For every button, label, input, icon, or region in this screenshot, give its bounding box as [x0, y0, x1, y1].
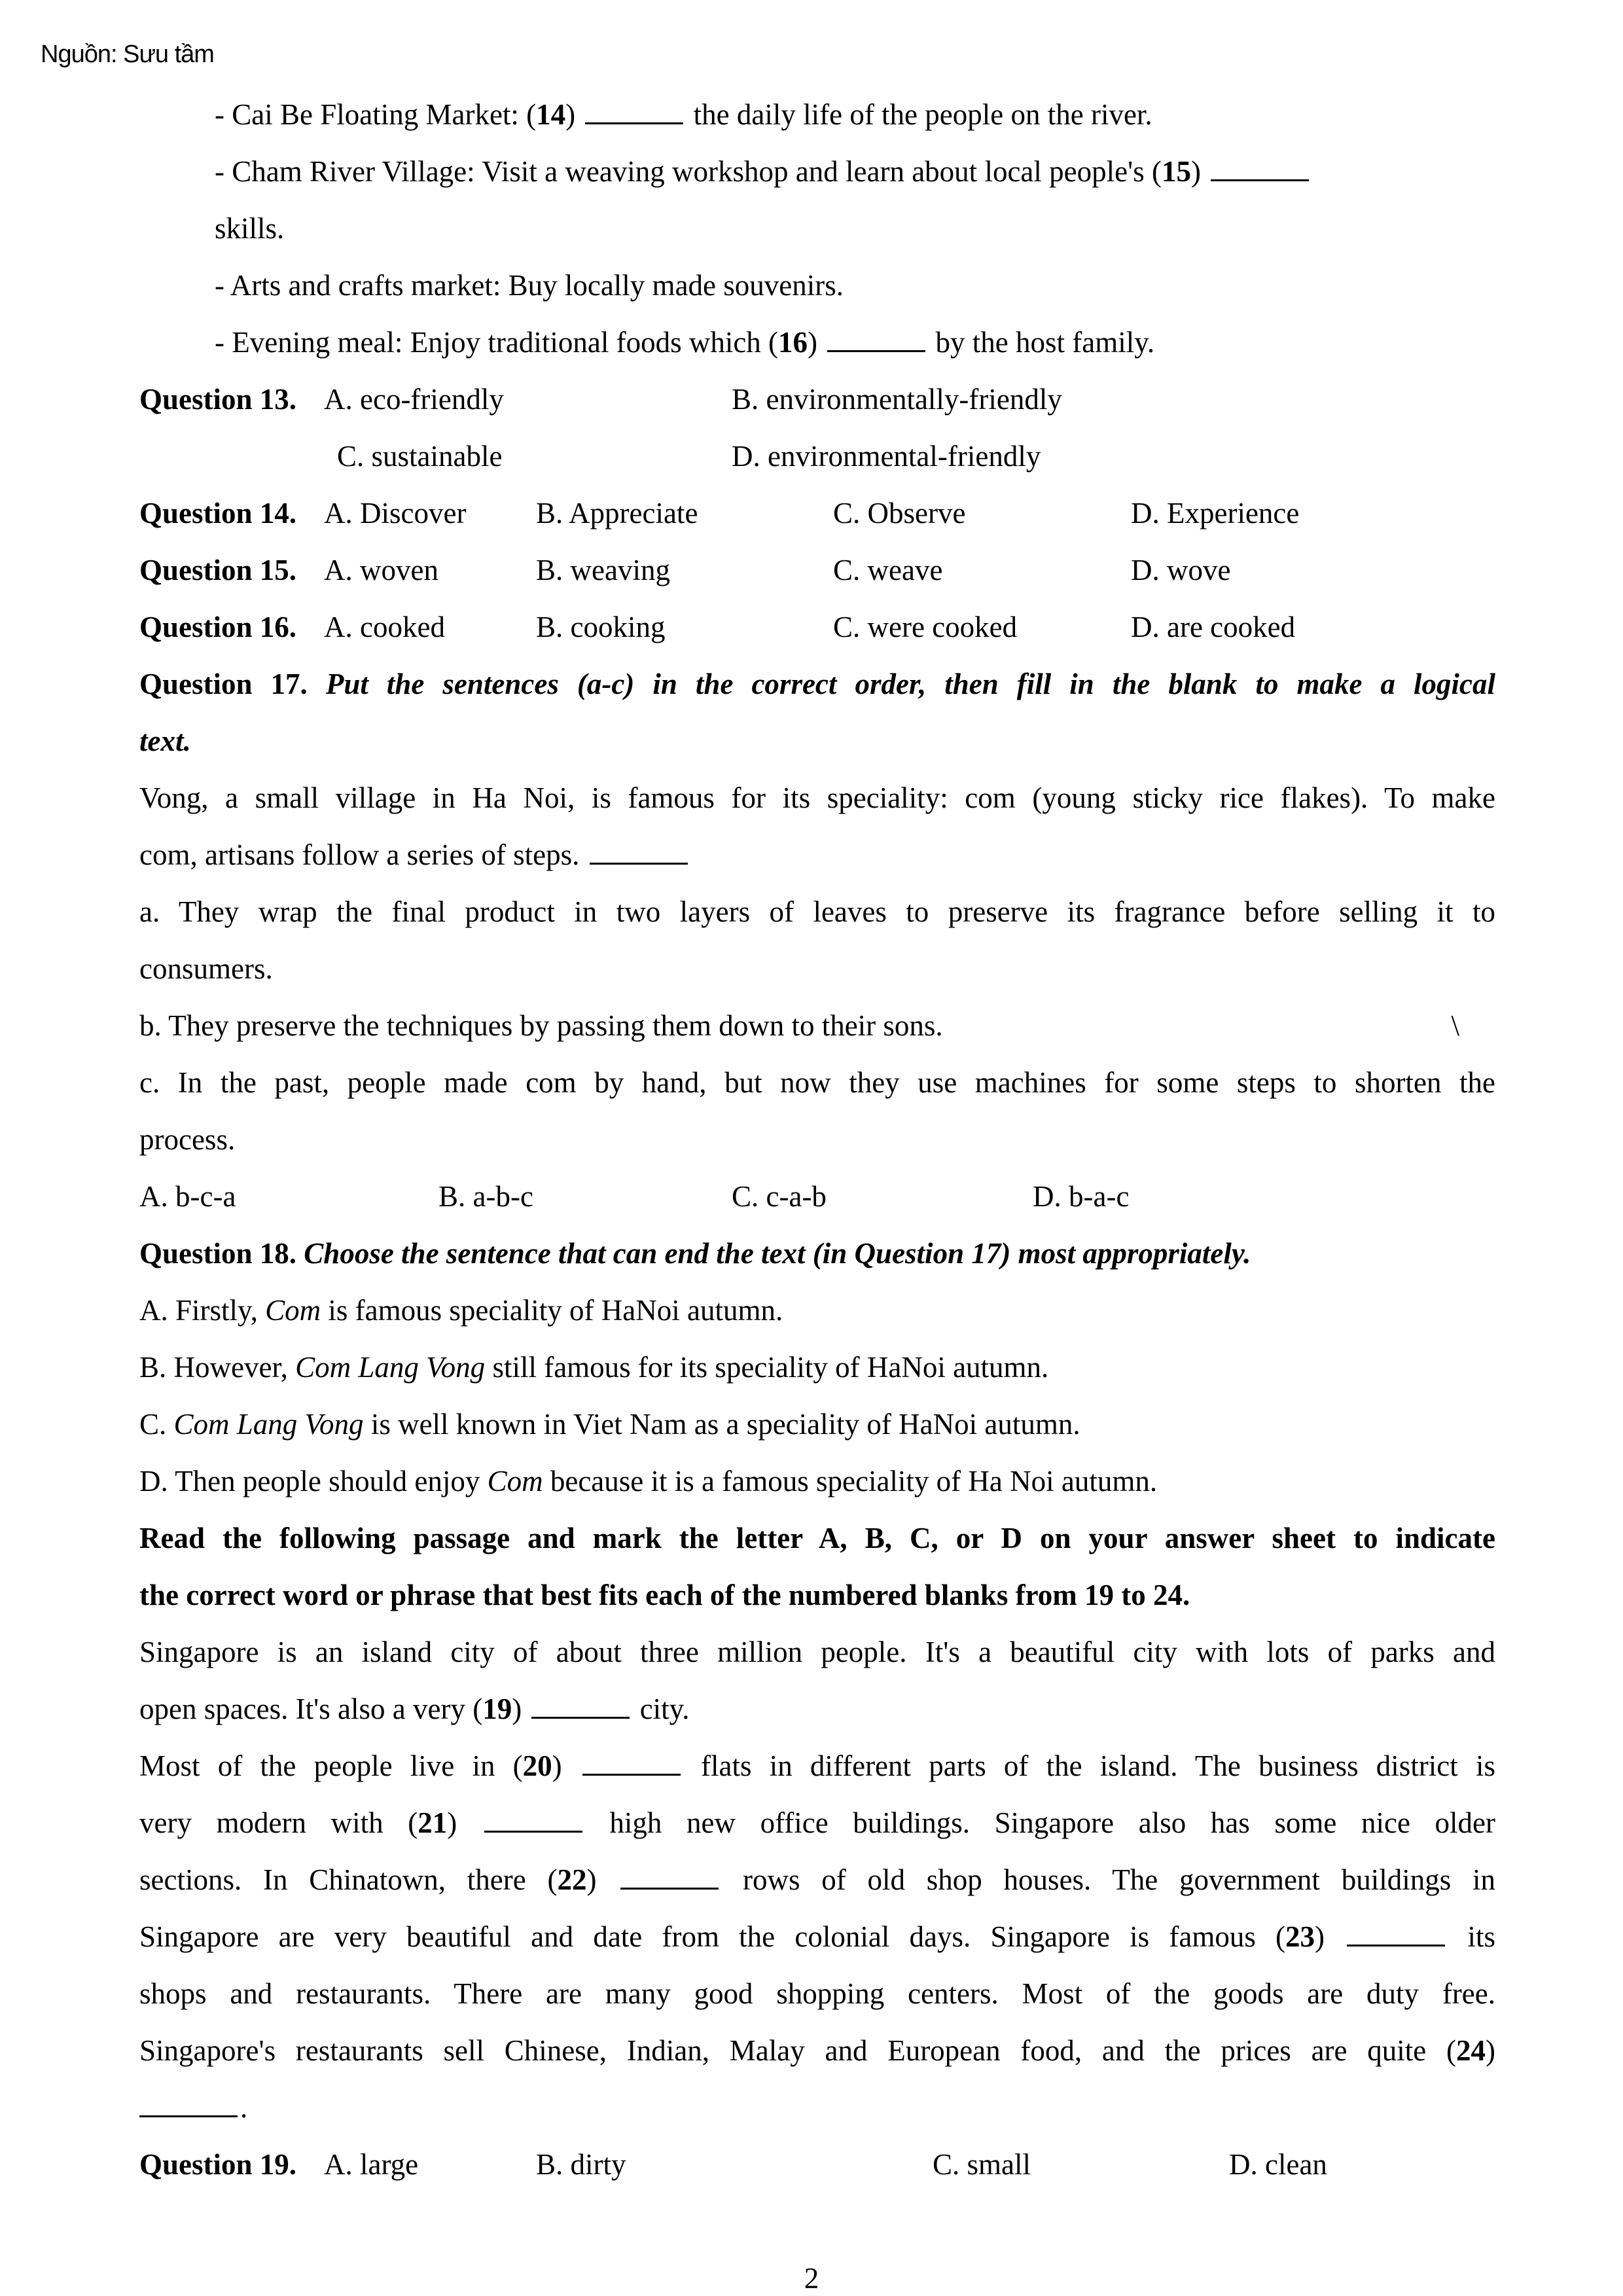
- passage-line: [139, 1909, 1495, 1965]
- sentence-c-cont: process.: [139, 1123, 236, 1156]
- option-a[interactable]: A. cooked: [324, 611, 445, 643]
- text: by the host family.: [928, 326, 1155, 359]
- option-c[interactable]: C. c-a-b: [732, 1180, 827, 1213]
- option-a[interactable]: A. eco-friendly: [324, 383, 504, 416]
- text: ): [512, 1693, 529, 1725]
- page-number: 2: [804, 2262, 819, 2295]
- question-label: Question 13.: [139, 383, 297, 416]
- itinerary-item-14: [139, 86, 1495, 143]
- answer-blank-17: [590, 862, 688, 865]
- question-label: Question 14.: [139, 497, 297, 529]
- option-d[interactable]: D. wove: [1131, 554, 1231, 586]
- text: its: [1448, 1920, 1495, 1953]
- text: - Cai Be Floating Market: (: [215, 98, 537, 131]
- text: high new office buildings. Singapore also has some nice older: [584, 1806, 1495, 1839]
- italic-term: Com: [265, 1294, 321, 1327]
- blank-number: 20: [522, 1749, 552, 1782]
- option-c[interactable]: C. sustainable: [337, 440, 503, 473]
- passage-line: shops and restaurants. There are many good shopping centers. Most of the goods are duty free.: [139, 1977, 1495, 2010]
- text: ): [586, 1863, 618, 1896]
- blank-number: 24: [1456, 2034, 1486, 2067]
- blank-number: 22: [557, 1863, 587, 1896]
- option-d[interactable]: D. are cooked: [1131, 611, 1296, 643]
- passage-line: [139, 2079, 1495, 2136]
- reading-instruction-cont: the correct word or phrase that best fits each of the numbered blanks from 19 to 24.: [139, 1579, 1190, 1611]
- option-c[interactable]: C. weave: [833, 554, 943, 586]
- question-14: [139, 485, 1495, 542]
- question-17-instruction-cont: text.: [139, 725, 191, 757]
- text: Singapore's restaurants sell Chinese, Indian, Malay and European food, and the prices are quite (: [139, 2034, 1456, 2067]
- option-b[interactable]: B. weaving: [536, 554, 670, 586]
- answer-blank-16: [827, 350, 925, 352]
- option-b[interactable]: B. Appreciate: [536, 497, 698, 529]
- answer-blank-22: [620, 1887, 719, 1890]
- question-label: Question 16.: [139, 611, 297, 643]
- text: because it is a famous speciality of Ha Noi autumn.: [543, 1465, 1158, 1498]
- text: city.: [632, 1693, 690, 1725]
- reading-instruction: Read the following passage and mark the letter A, B, C, or D on your answer sheet to indicate: [139, 1522, 1495, 1554]
- text: .: [240, 2091, 248, 2124]
- blank-number: 16: [778, 326, 808, 359]
- text: - Cham River Village: Visit a weaving workshop and learn about local people's (: [215, 155, 1162, 188]
- passage-line: [139, 1738, 1495, 1795]
- blank-number: 19: [482, 1693, 512, 1725]
- answer-blank-20: [582, 1773, 681, 1776]
- option-a[interactable]: A. Discover: [324, 497, 467, 529]
- answer-blank-24: [139, 2115, 238, 2117]
- question-18-instruction: [139, 1225, 1495, 1282]
- text: Singapore are very beautiful and date from the colonial days. Singapore is famous (: [139, 1920, 1286, 1953]
- blank-number: 15: [1161, 155, 1191, 188]
- text: Most of the people live in (: [139, 1749, 523, 1782]
- blank-number: 23: [1285, 1920, 1315, 1953]
- instruction-text: Put the sentences (a-c) in the correct order, then fill in the blank to make a logical: [325, 668, 1495, 700]
- text: b. They preserve the techniques by passing them down to their sons.: [139, 1009, 943, 1042]
- passage-line: [139, 1852, 1495, 1909]
- text: is famous speciality of HaNoi autumn.: [321, 1294, 783, 1327]
- text: D. Then people should enjoy: [139, 1465, 488, 1498]
- italic-term: Com: [487, 1465, 543, 1498]
- text: ): [1486, 2034, 1495, 2067]
- option-b[interactable]: [139, 1339, 1495, 1396]
- sentence-a: a. They wrap the final product in two layers of leaves to preserve its fragrance before selling it to: [139, 895, 1495, 928]
- passage-line: [139, 2022, 1495, 2079]
- option-a[interactable]: A. b-c-a: [139, 1180, 236, 1213]
- sentence-a-cont: consumers.: [139, 952, 273, 985]
- sentence-b: [139, 997, 1495, 1054]
- text: ): [565, 98, 583, 131]
- option-d[interactable]: D. Experience: [1131, 497, 1300, 529]
- option-b[interactable]: B. dirty: [536, 2148, 626, 2181]
- passage-text-cont: [139, 827, 1495, 884]
- text: open spaces. It's also a very (: [139, 1693, 483, 1725]
- text: sections. In Chinatown, there (: [139, 1863, 558, 1896]
- option-d[interactable]: D. environmental-friendly: [732, 440, 1041, 473]
- source-label: Nguồn: Sưu tầm: [41, 41, 214, 68]
- answer-blank-19: [531, 1716, 630, 1719]
- text: is well known in Viet Nam as a speciality of HaNoi autumn.: [363, 1408, 1080, 1441]
- option-d[interactable]: [139, 1453, 1495, 1510]
- document-body: [139, 86, 1495, 2193]
- option-c[interactable]: C. Observe: [833, 497, 966, 529]
- answer-blank-14: [585, 122, 683, 124]
- passage-text: Vong, a small village in Ha Noi, is famous for its speciality: com (young sticky rice flakes). To make: [139, 781, 1495, 814]
- option-a[interactable]: A. woven: [324, 554, 438, 586]
- answer-blank-23: [1347, 1944, 1445, 1946]
- option-a[interactable]: A. large: [324, 2148, 419, 2181]
- question-13-row2: [139, 428, 1495, 485]
- text: the daily life of the people on the river.: [686, 98, 1152, 131]
- option-d[interactable]: D. b-a-c: [1033, 1180, 1130, 1213]
- option-b[interactable]: B. environmentally-friendly: [732, 383, 1062, 416]
- instruction-text: Choose the sentence that can end the text (in Question 17) most appropriately.: [304, 1237, 1251, 1270]
- itinerary-item-market: - Arts and crafts market: Buy locally made souvenirs.: [215, 269, 844, 302]
- text: C.: [139, 1408, 174, 1441]
- text: A. Firstly,: [139, 1294, 266, 1327]
- question-19: [139, 2136, 1495, 2193]
- question-17-options: [139, 1168, 1495, 1225]
- option-c[interactable]: C. were cooked: [833, 611, 1018, 643]
- blank-number: 14: [536, 98, 566, 131]
- itinerary-item-15: [139, 143, 1495, 200]
- option-b[interactable]: B. a-b-c: [438, 1180, 533, 1213]
- text: ): [1315, 1920, 1345, 1953]
- text: B. However,: [139, 1351, 296, 1384]
- option-a[interactable]: [139, 1282, 1495, 1339]
- question-15: [139, 542, 1495, 599]
- itinerary-item-15-cont: skills.: [215, 212, 285, 245]
- italic-term: Com Lang Vong: [295, 1351, 486, 1384]
- text: ): [447, 1806, 482, 1839]
- itinerary-item-16: [139, 314, 1495, 371]
- text: rows of old shop houses. The government buildings in: [721, 1863, 1495, 1896]
- question-16: [139, 599, 1495, 656]
- option-b[interactable]: B. cooking: [536, 611, 666, 643]
- option-c[interactable]: [139, 1396, 1495, 1453]
- text: ): [808, 326, 825, 359]
- text: flats in different parts of the island. The business district is: [683, 1749, 1495, 1782]
- text: com, artisans follow a series of steps.: [139, 838, 587, 871]
- question-label: Question 17.: [139, 668, 308, 700]
- text: still famous for its speciality of HaNoi autumn.: [485, 1351, 1049, 1384]
- option-d[interactable]: D. clean: [1229, 2148, 1327, 2181]
- text: - Evening meal: Enjoy traditional foods which (: [215, 326, 779, 359]
- question-17-instruction: [139, 656, 1495, 713]
- answer-blank-21: [484, 1830, 582, 1833]
- text: ): [552, 1749, 580, 1782]
- question-13: [139, 371, 1495, 428]
- passage-line: [139, 1795, 1495, 1852]
- italic-term: Com Lang Vong: [173, 1408, 364, 1441]
- passage-line: Singapore is an island city of about three million people. It's a beautiful city with lots of parks and: [139, 1636, 1495, 1668]
- question-label: Question 18.: [139, 1237, 297, 1270]
- answer-blank-15: [1211, 179, 1309, 181]
- stray-mark: \: [1451, 1009, 1459, 1042]
- text: very modern with (: [139, 1806, 418, 1839]
- question-label: Question 19.: [139, 2148, 297, 2181]
- blank-number: 21: [418, 1806, 448, 1839]
- passage-line: [139, 1681, 1495, 1738]
- text: ): [1190, 155, 1209, 188]
- option-c[interactable]: C. small: [933, 2148, 1031, 2181]
- question-label: Question 15.: [139, 554, 297, 586]
- sentence-c: c. In the past, people made com by hand, but now they use machines for some steps to shorten the: [139, 1066, 1495, 1099]
